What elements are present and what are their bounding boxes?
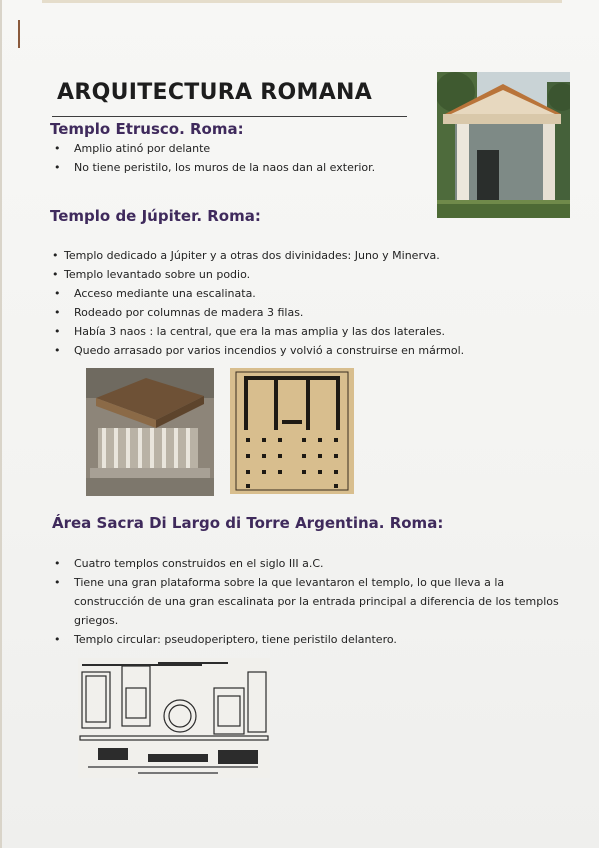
bullet-list-jupiter [64,246,440,284]
page-top-edge [42,0,562,3]
page-title: ARQUITECTURA ROMANA [57,80,373,105]
list-item: • Cuatro templos construidos en el siglo III a.C. [74,554,564,573]
list-item: • Quedo arrasado por varios incendios y volvió a construirse en mármol. [74,341,464,360]
section-heading-largo-argentina: Área Sacra Di Largo di Torre Argentina. Roma: [52,514,444,532]
largo-argentina-site-plan [78,658,270,778]
section-heading-jupiter: Templo de Júpiter. Roma: [50,207,261,225]
list-item: • Tiene una gran plataforma sobre la que levantaron el templo, lo que lleva a la construcción de una gran escalinata por la entrada principal a diferencia de los templos griegos. [74,573,564,630]
bullet-list-largo [74,554,564,649]
jupiter-temple-plan [230,368,354,494]
site-plan-icon [78,658,270,778]
list-item: • No tiene peristilo, los muros de la naos dan al exterior. [74,158,375,177]
etruscan-temple-photo [437,72,570,218]
list-item: • Rodeado por columnas de madera 3 filas. [74,303,464,322]
margin-mark [18,20,20,48]
list-item: • Templo dedicado a Júpiter y a otras dos divinidades: Juno y Minerva. [64,246,440,265]
list-item: • Había 3 naos : la central, que era la mas amplia y las dos laterales. [74,322,464,341]
list-item: • Templo levantado sobre un podio. [64,265,440,284]
section-heading-etrusco: Templo Etrusco. Roma: [50,120,244,138]
floor-plan-icon [230,368,354,494]
bullet-list-etrusco [74,139,375,177]
temple-model-icon [86,368,214,496]
photo-temple-icon [437,72,570,218]
list-item: • Amplio atinó por delante [74,139,375,158]
title-rule [52,116,407,117]
list-item: • Templo circular: pseudoperiptero, tiene peristilo delantero. [74,630,564,649]
jupiter-temple-model-photo [86,368,214,496]
bullet-list-jupiter-cont [74,284,464,360]
list-item: • Acceso mediante una escalinata. [74,284,464,303]
